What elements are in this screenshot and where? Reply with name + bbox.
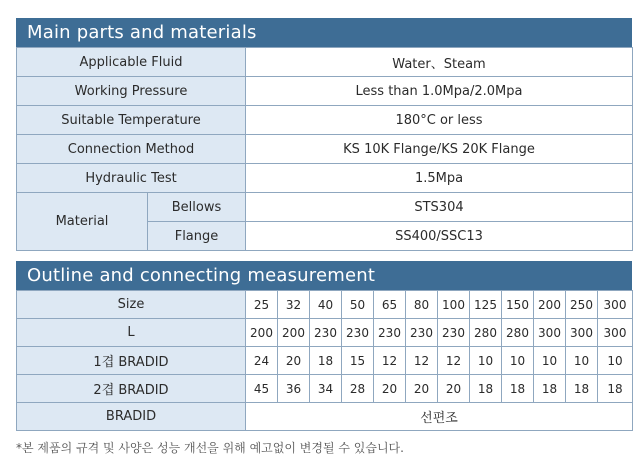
- length-row: [17, 319, 633, 347]
- braid2-cell: 18: [534, 375, 566, 403]
- braid1-cell: 20: [278, 347, 310, 375]
- size-row: [17, 291, 633, 319]
- length-cell: 230: [342, 319, 374, 347]
- length-cell: 230: [406, 319, 438, 347]
- pressure-label: Working Pressure: [17, 77, 246, 106]
- hydraulic-label: Hydraulic Test: [17, 164, 246, 193]
- braid2-cell: 18: [566, 375, 598, 403]
- parts-title: Main parts and materials: [16, 18, 632, 47]
- braid-row: [17, 403, 633, 431]
- braid1-cell: 10: [502, 347, 534, 375]
- braid2-row: [17, 375, 633, 403]
- braid2-cell: 45: [246, 375, 278, 403]
- size-cell: 50: [342, 291, 374, 319]
- table-row: [17, 135, 633, 164]
- fluid-value: Water、Steam: [246, 48, 633, 77]
- length-cell: 230: [374, 319, 406, 347]
- length-cell: 280: [470, 319, 502, 347]
- length-cell: 300: [598, 319, 633, 347]
- braid2-cell: 18: [598, 375, 633, 403]
- table-row: [17, 48, 633, 77]
- length-label: L: [17, 319, 246, 347]
- braid1-cell: 10: [534, 347, 566, 375]
- braid1-cell: 12: [374, 347, 406, 375]
- braid1-cell: 12: [438, 347, 470, 375]
- pressure-value: Less than 1.0Mpa/2.0Mpa: [246, 77, 633, 106]
- braid2-cell: 34: [310, 375, 342, 403]
- braid-value: 선편조: [246, 403, 633, 431]
- parts-table: [16, 47, 633, 193]
- bellows-value: STS304: [246, 193, 633, 222]
- connection-value: KS 10K Flange/KS 20K Flange: [246, 135, 633, 164]
- material-table: [16, 192, 633, 251]
- size-cell: 300: [598, 291, 633, 319]
- braid1-cell: 15: [342, 347, 374, 375]
- temperature-label: Suitable Temperature: [17, 106, 246, 135]
- size-cell: 200: [534, 291, 566, 319]
- size-cell: 250: [566, 291, 598, 319]
- size-cell: 100: [438, 291, 470, 319]
- footnote: *본 제품의 규격 및 사양은 성능 개선을 위해 예고없이 변경될 수 있습니다.: [16, 441, 404, 455]
- braid2-cell: 20: [438, 375, 470, 403]
- size-cell: 150: [502, 291, 534, 319]
- hydraulic-value: 1.5Mpa: [246, 164, 633, 193]
- braid1-cell: 10: [598, 347, 633, 375]
- size-cell: 65: [374, 291, 406, 319]
- braid2-cell: 36: [278, 375, 310, 403]
- bellows-label: Bellows: [148, 193, 246, 222]
- connection-label: Connection Method: [17, 135, 246, 164]
- size-cell: 40: [310, 291, 342, 319]
- size-label: Size: [17, 291, 246, 319]
- braid2-cell: 20: [406, 375, 438, 403]
- size-cell: 25: [246, 291, 278, 319]
- braid2-label: 2겹 BRADID: [17, 375, 246, 403]
- braid1-cell: 10: [470, 347, 502, 375]
- table-row: [17, 106, 633, 135]
- outline-table: [16, 290, 633, 431]
- braid1-row: [17, 347, 633, 375]
- length-cell: 300: [566, 319, 598, 347]
- length-cell: 200: [278, 319, 310, 347]
- length-cell: 230: [438, 319, 470, 347]
- braid-label: BRADID: [17, 403, 246, 431]
- table-row: [17, 193, 633, 222]
- braid1-cell: 24: [246, 347, 278, 375]
- flange-label: Flange: [148, 222, 246, 251]
- braid2-cell: 18: [502, 375, 534, 403]
- parts-section: [16, 18, 632, 251]
- length-cell: 230: [310, 319, 342, 347]
- temperature-value: 180°C or less: [246, 106, 633, 135]
- braid2-cell: 28: [342, 375, 374, 403]
- length-cell: 200: [246, 319, 278, 347]
- braid1-cell: 12: [406, 347, 438, 375]
- braid1-cell: 10: [566, 347, 598, 375]
- table-row: [17, 77, 633, 106]
- braid1-label: 1겹 BRADID: [17, 347, 246, 375]
- outline-title: Outline and connecting measurement: [16, 261, 632, 290]
- size-cell: 125: [470, 291, 502, 319]
- length-cell: 280: [502, 319, 534, 347]
- table-row: [17, 164, 633, 193]
- braid1-cell: 18: [310, 347, 342, 375]
- flange-value: SS400/SSC13: [246, 222, 633, 251]
- length-cell: 300: [534, 319, 566, 347]
- size-cell: 80: [406, 291, 438, 319]
- braid2-cell: 20: [374, 375, 406, 403]
- outline-section: [16, 261, 632, 431]
- fluid-label: Applicable Fluid: [17, 48, 246, 77]
- material-label: Material: [17, 193, 148, 251]
- size-cell: 32: [278, 291, 310, 319]
- braid2-cell: 18: [470, 375, 502, 403]
